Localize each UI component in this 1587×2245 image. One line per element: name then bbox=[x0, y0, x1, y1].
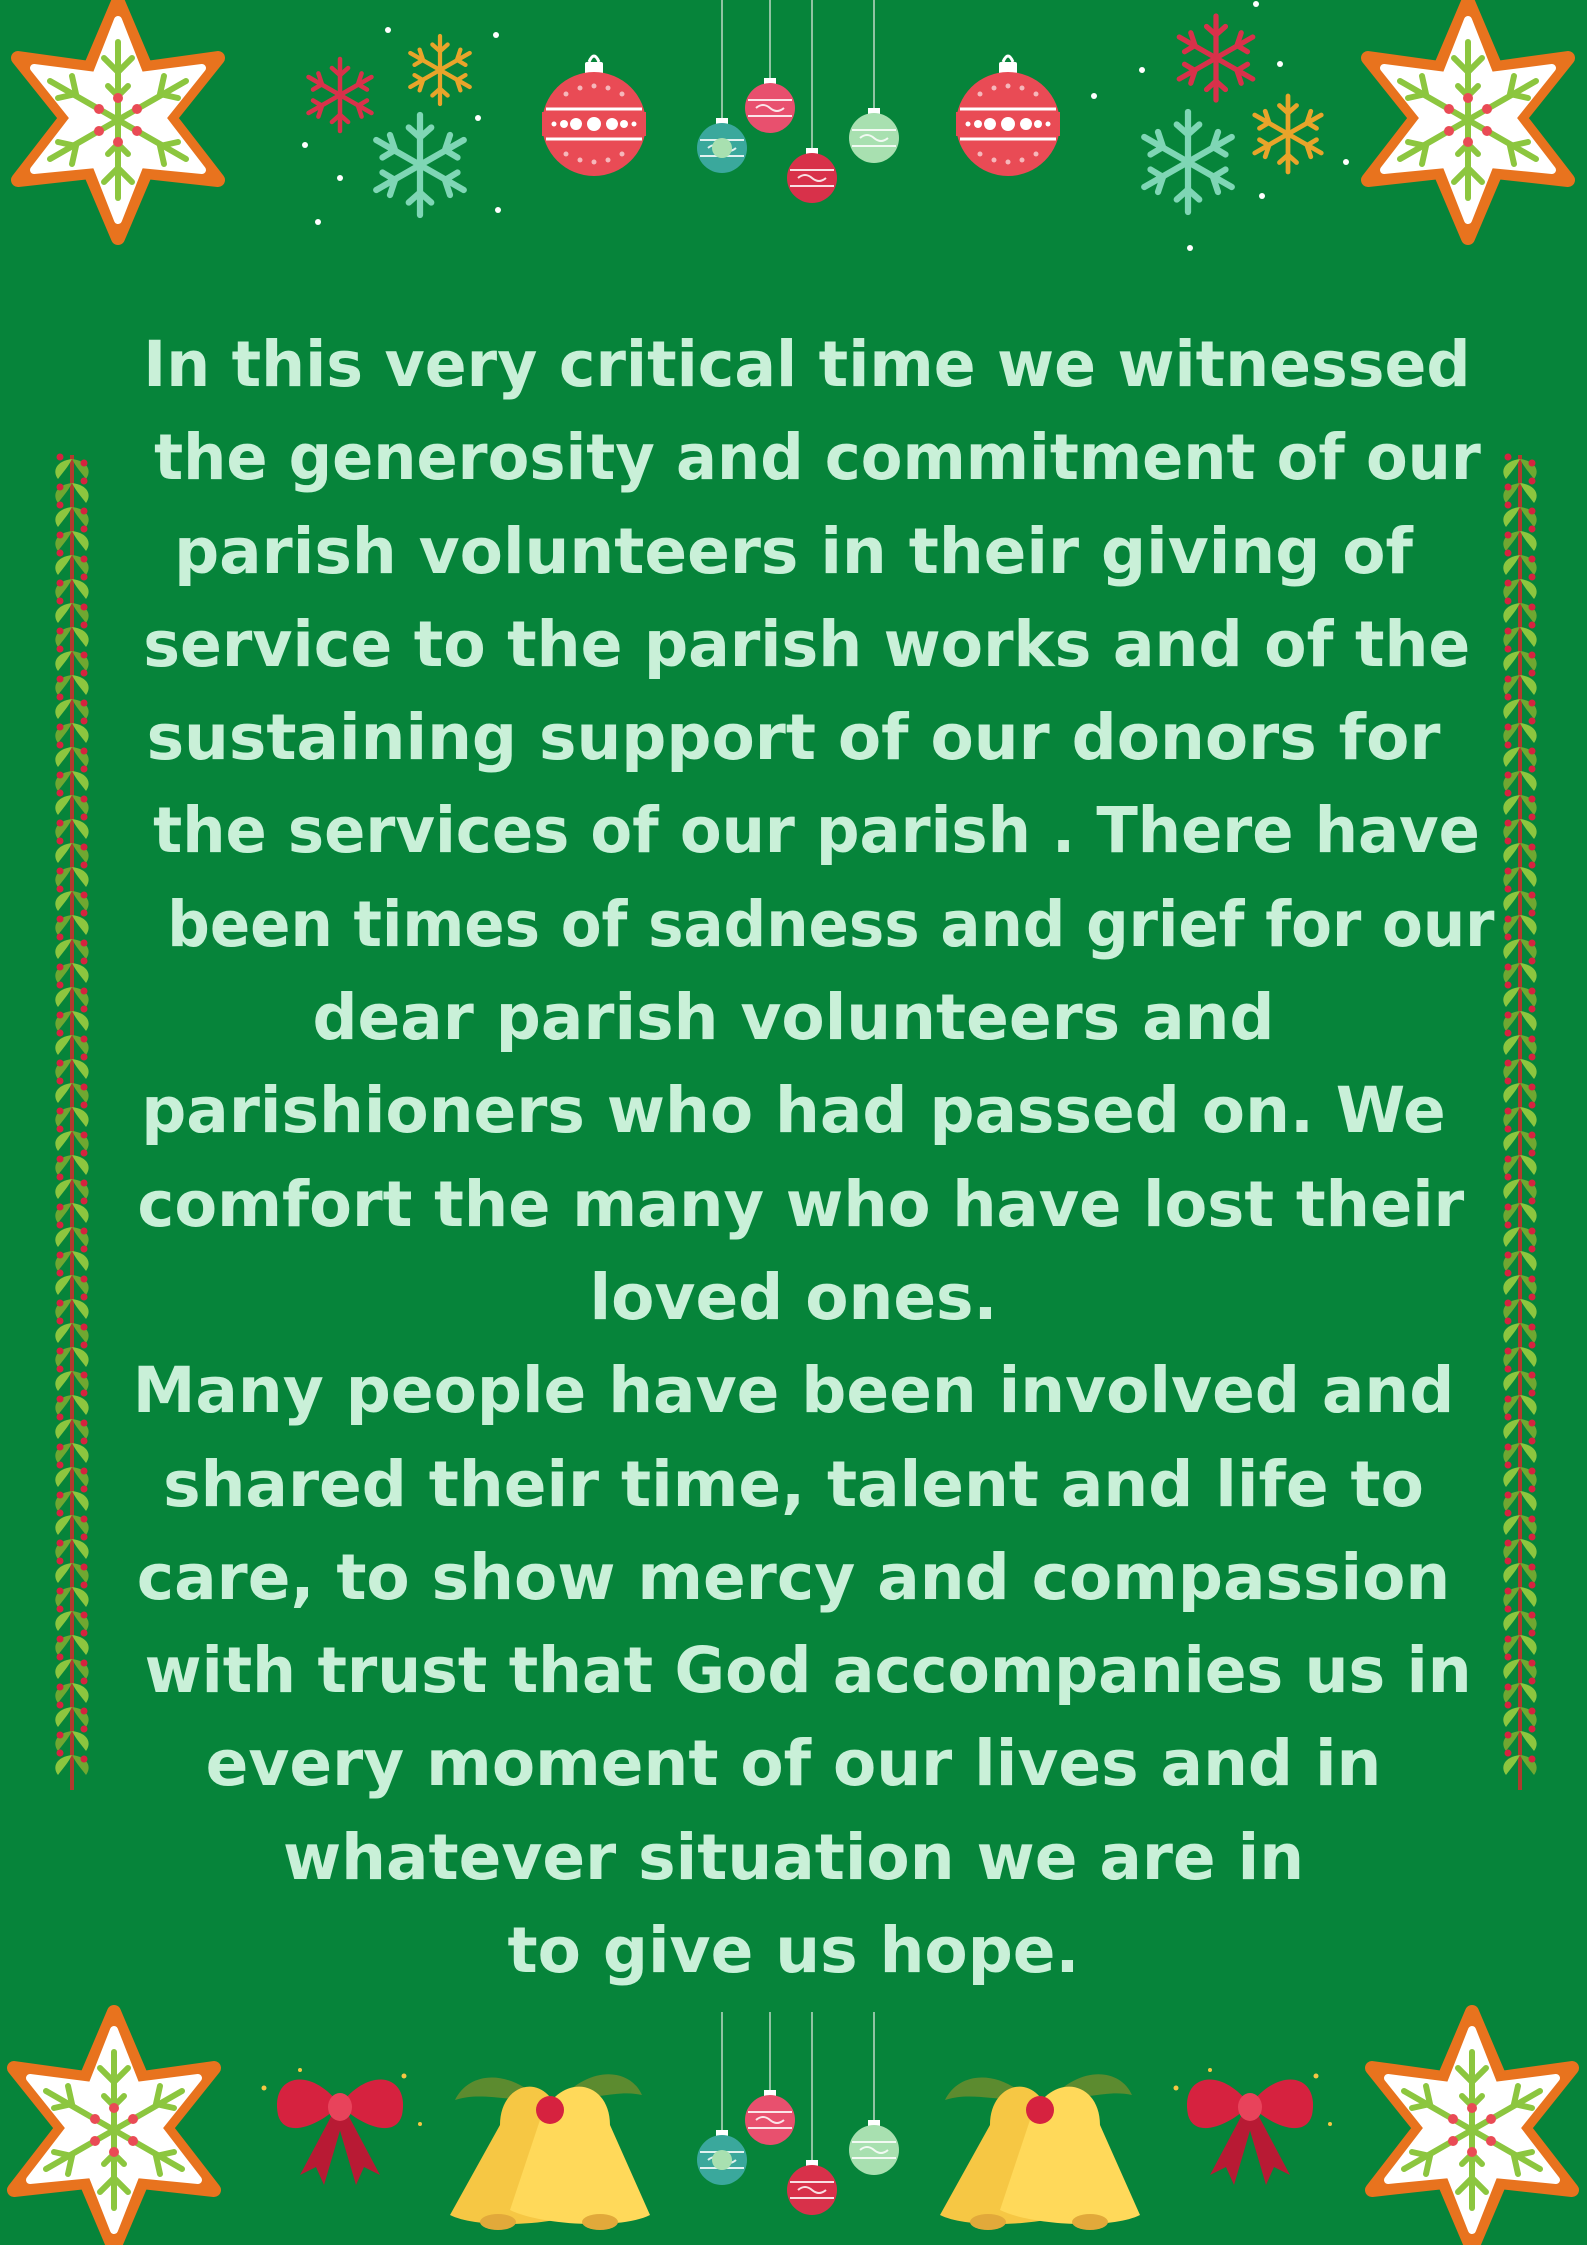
message-line: parishioners who had passed on. We bbox=[141, 1074, 1446, 1148]
cookie-snowflake-icon bbox=[14, 2012, 214, 2245]
garland-icon bbox=[55, 454, 88, 1791]
message-line: dear parish volunteers and bbox=[312, 981, 1275, 1055]
jingle-bells-icon bbox=[940, 2074, 1140, 2230]
message-line: service to the parish works and of the bbox=[143, 607, 1471, 681]
message-line: loved ones. bbox=[589, 1260, 998, 1334]
message-line: care, to show mercy and compassion bbox=[136, 1540, 1451, 1614]
ornament-bauble-icon bbox=[542, 56, 646, 176]
message-line: Many people have been involved and bbox=[132, 1354, 1455, 1428]
cookie-snowflake-icon bbox=[1368, 2, 1568, 238]
jingle-bells-icon bbox=[450, 2074, 650, 2230]
message-line: with trust that God accompanies us in bbox=[144, 1634, 1472, 1708]
ornament-bauble-icon bbox=[956, 56, 1060, 176]
hanging-ornaments-icon bbox=[697, 0, 899, 203]
snowflake-cluster-icon bbox=[1091, 1, 1349, 251]
message-line: the generosity and commitment of our bbox=[154, 421, 1481, 495]
snowflake-cluster-icon bbox=[302, 27, 501, 225]
message-line: to give us hope. bbox=[507, 1914, 1080, 1988]
red-bow-icon bbox=[262, 2068, 423, 2185]
hanging-ornaments-icon bbox=[697, 2012, 899, 2215]
cookie-snowflake-icon bbox=[1372, 2012, 1572, 2245]
garland-icon bbox=[1503, 454, 1536, 1791]
message-line: been times of sadness and grief for our bbox=[167, 887, 1495, 961]
message-text bbox=[130, 318, 1495, 1997]
message-line: parish volunteers in their giving of bbox=[174, 514, 1413, 588]
message-line: whatever situation we are in bbox=[282, 1820, 1305, 1894]
cookie-snowflake-icon bbox=[18, 2, 218, 238]
message-line: every moment of our lives and in bbox=[205, 1727, 1382, 1801]
message-line: shared their time, talent and life to bbox=[163, 1447, 1424, 1521]
message-line: the services of our parish . There have bbox=[153, 794, 1480, 868]
message-line: sustaining support of our donors for bbox=[146, 701, 1441, 775]
message-line: comfort the many who have lost their bbox=[137, 1167, 1465, 1241]
red-bow-icon bbox=[1174, 2068, 1333, 2185]
message-line: In this very critical time we witnessed bbox=[143, 328, 1471, 401]
